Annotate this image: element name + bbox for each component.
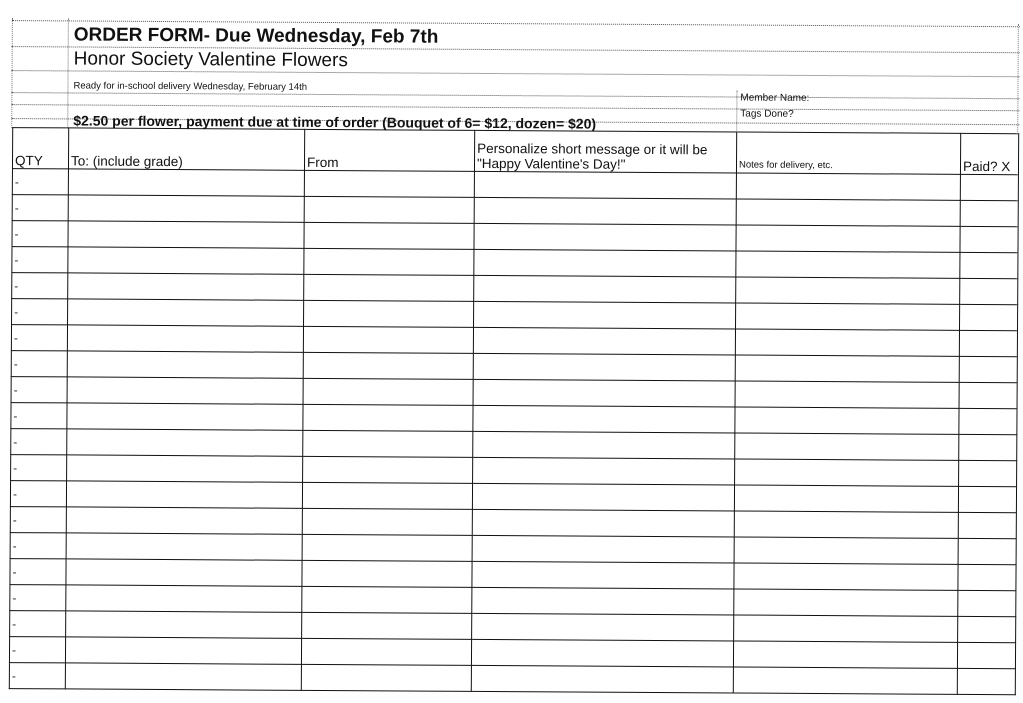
from-cell[interactable] <box>301 638 471 665</box>
paid-cell[interactable] <box>959 460 1017 486</box>
from-cell[interactable] <box>303 378 473 405</box>
notes-cell[interactable] <box>734 589 958 616</box>
notes-cell[interactable] <box>736 225 960 252</box>
notes-cell[interactable] <box>734 537 958 564</box>
message-cell[interactable] <box>473 457 735 485</box>
qty-cell[interactable]: - <box>10 481 66 507</box>
qty-cell[interactable]: - <box>10 559 66 585</box>
to-cell[interactable] <box>68 195 304 222</box>
message-cell[interactable] <box>471 665 733 693</box>
qty-cell[interactable]: - <box>10 611 66 637</box>
qty-cell[interactable]: - <box>11 429 67 455</box>
header-guide-line <box>736 91 737 131</box>
message-cell[interactable] <box>473 405 735 433</box>
paid-cell[interactable] <box>960 174 1018 200</box>
message-cell[interactable] <box>472 535 734 563</box>
header-guide-line <box>1017 24 1019 134</box>
message-cell[interactable] <box>473 379 735 407</box>
message-cell[interactable] <box>474 223 736 251</box>
qty-cell[interactable]: - <box>11 325 67 351</box>
paid-cell[interactable] <box>957 642 1015 668</box>
to-cell[interactable] <box>66 611 302 638</box>
to-cell[interactable] <box>65 663 301 690</box>
message-cell[interactable] <box>472 483 734 511</box>
from-cell[interactable] <box>302 612 472 639</box>
paid-cell[interactable] <box>960 226 1018 252</box>
to-cell[interactable] <box>66 559 302 586</box>
to-cell[interactable] <box>67 325 303 352</box>
table-header-row <box>12 128 1018 175</box>
header-guide-line <box>12 70 1020 77</box>
message-cell[interactable] <box>472 509 734 537</box>
column-header-message: Personalize short message or it will be "Happy Valentine's Day!" <box>474 130 736 173</box>
notes-cell[interactable] <box>734 511 958 538</box>
from-cell[interactable] <box>304 300 474 327</box>
message-cell[interactable] <box>472 613 734 641</box>
to-cell[interactable] <box>68 221 304 248</box>
from-cell[interactable] <box>302 586 472 613</box>
header-guide-line <box>11 92 1019 99</box>
to-cell[interactable] <box>67 403 303 430</box>
notes-cell[interactable] <box>735 433 959 460</box>
to-cell[interactable] <box>68 273 304 300</box>
paid-cell[interactable] <box>959 304 1017 330</box>
order-rows <box>9 169 1018 695</box>
header-guide-line <box>67 18 69 128</box>
qty-cell[interactable]: - <box>11 403 67 429</box>
table-row <box>9 663 1015 695</box>
from-cell[interactable] <box>303 352 473 379</box>
from-cell[interactable] <box>303 326 473 353</box>
delivery-note: Ready for in-school delivery Wednesday, February 14th <box>73 80 308 93</box>
paid-cell[interactable] <box>959 408 1017 434</box>
tags-done-label: Tags Done? <box>740 108 794 120</box>
to-cell[interactable] <box>67 429 303 456</box>
to-cell[interactable] <box>67 455 303 482</box>
notes-cell[interactable] <box>734 563 958 590</box>
column-header-paid: Paid? X <box>960 133 1018 174</box>
qty-cell[interactable]: - <box>12 273 68 299</box>
qty-cell[interactable]: - <box>10 585 66 611</box>
notes-cell[interactable] <box>735 329 959 356</box>
paid-cell[interactable] <box>960 200 1018 226</box>
to-cell[interactable] <box>68 169 304 196</box>
order-table <box>9 127 1019 695</box>
message-cell[interactable] <box>474 171 736 199</box>
member-name-label: Member Name: <box>740 92 810 104</box>
notes-cell[interactable] <box>734 615 958 642</box>
qty-cell[interactable]: - <box>12 195 68 221</box>
paid-cell[interactable] <box>958 590 1016 616</box>
header-guide-line <box>11 104 1019 111</box>
notes-cell[interactable] <box>733 641 957 668</box>
from-cell[interactable] <box>304 274 474 301</box>
message-cell[interactable] <box>474 275 736 303</box>
to-cell[interactable] <box>66 533 302 560</box>
notes-cell[interactable] <box>734 485 958 512</box>
form-title: ORDER FORM- Due Wednesday, Feb 7th <box>73 24 439 48</box>
to-cell[interactable] <box>67 351 303 378</box>
paid-cell[interactable] <box>958 564 1016 590</box>
to-cell[interactable] <box>65 637 301 664</box>
notes-cell[interactable] <box>736 277 960 304</box>
price-note: $2.50 per flower, payment due at time of order (Bouquet of 6= $12, dozen= $20) <box>73 112 597 132</box>
notes-cell[interactable] <box>735 355 959 382</box>
column-header-to: To: (include grade) <box>68 128 304 170</box>
paid-cell[interactable] <box>958 538 1016 564</box>
qty-cell[interactable]: - <box>11 377 67 403</box>
form-subtitle: Honor Society Valentine Flowers <box>73 48 348 72</box>
column-header-notes: Notes for delivery, etc. <box>736 132 960 174</box>
to-cell[interactable] <box>68 299 304 326</box>
message-cell[interactable] <box>473 353 735 381</box>
notes-cell[interactable] <box>736 173 960 200</box>
to-cell[interactable] <box>68 247 304 274</box>
paid-cell[interactable] <box>958 616 1016 642</box>
qty-cell[interactable]: - <box>12 299 68 325</box>
paid-cell[interactable] <box>959 382 1017 408</box>
to-cell[interactable] <box>66 507 302 534</box>
message-cell[interactable] <box>472 561 734 589</box>
to-cell[interactable] <box>67 377 303 404</box>
paid-cell[interactable] <box>958 486 1016 512</box>
from-cell[interactable] <box>303 404 473 431</box>
message-cell[interactable] <box>471 639 733 667</box>
notes-cell[interactable] <box>736 199 960 226</box>
paid-cell[interactable] <box>958 512 1016 538</box>
qty-cell[interactable]: - <box>9 663 65 689</box>
qty-cell[interactable]: - <box>12 169 68 195</box>
message-cell[interactable] <box>473 431 735 459</box>
paid-cell[interactable] <box>959 434 1017 460</box>
notes-cell[interactable] <box>736 303 960 330</box>
column-header-from: From <box>304 129 474 171</box>
message-cell[interactable] <box>472 587 734 615</box>
from-cell[interactable] <box>303 456 473 483</box>
notes-cell[interactable] <box>735 407 959 434</box>
message-cell[interactable] <box>474 249 736 277</box>
message-cell[interactable] <box>474 301 736 329</box>
from-cell[interactable] <box>302 482 472 509</box>
message-cell[interactable] <box>473 327 735 355</box>
qty-cell[interactable]: - <box>12 221 68 247</box>
qty-cell[interactable]: - <box>11 455 67 481</box>
notes-cell[interactable] <box>733 667 957 694</box>
paid-cell[interactable] <box>960 252 1018 278</box>
to-cell[interactable] <box>66 481 302 508</box>
paid-cell[interactable] <box>960 278 1018 304</box>
to-cell[interactable] <box>66 585 302 612</box>
qty-cell[interactable]: - <box>10 507 66 533</box>
notes-cell[interactable] <box>736 251 960 278</box>
notes-cell[interactable] <box>735 459 959 486</box>
header-guide-line <box>11 18 13 128</box>
from-cell[interactable] <box>304 196 474 223</box>
from-cell[interactable] <box>304 248 474 275</box>
paid-cell[interactable] <box>957 668 1015 694</box>
qty-cell[interactable]: - <box>11 351 67 377</box>
from-cell[interactable] <box>303 430 473 457</box>
from-cell[interactable] <box>301 664 471 691</box>
column-header-qty: QTY <box>12 128 68 169</box>
paid-cell[interactable] <box>959 330 1017 356</box>
from-cell[interactable] <box>302 560 472 587</box>
from-cell[interactable] <box>304 222 474 249</box>
from-cell[interactable] <box>304 170 474 197</box>
from-cell[interactable] <box>302 508 472 535</box>
from-cell[interactable] <box>302 534 472 561</box>
qty-cell[interactable]: - <box>10 533 66 559</box>
notes-cell[interactable] <box>735 381 959 408</box>
paid-cell[interactable] <box>959 356 1017 382</box>
qty-cell[interactable]: - <box>9 637 65 663</box>
qty-cell[interactable]: - <box>12 247 68 273</box>
message-cell[interactable] <box>474 197 736 225</box>
